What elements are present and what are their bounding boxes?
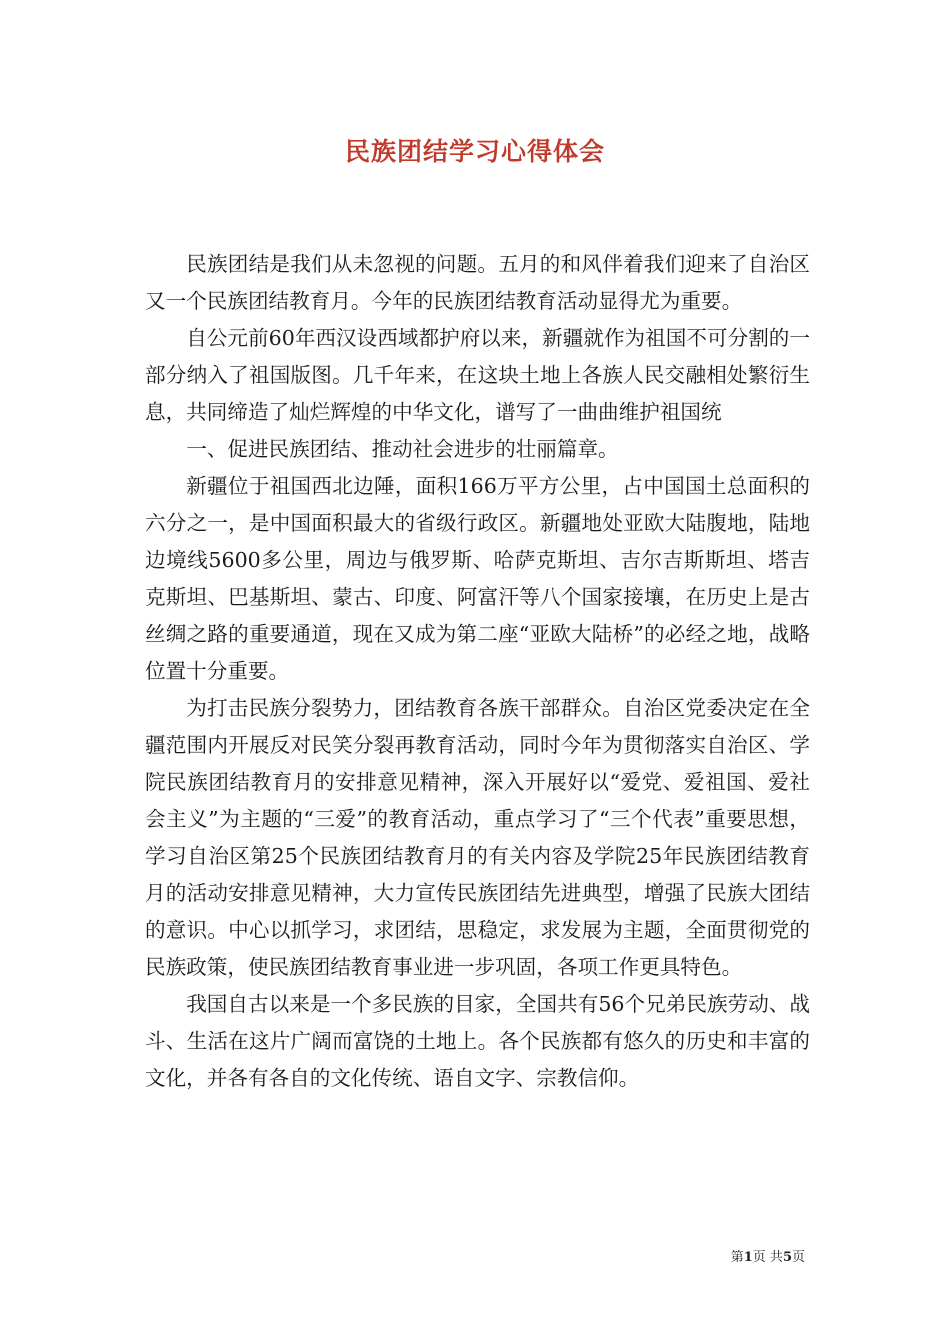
paragraph: 为打击民族分裂势力，团结教育各族干部群众。自治区党委决定在全疆范围内开展反对民笑分裂再教育活动，同时今年为贯彻落实自治区、学院民族团结教育月的安排意见精神，深入开展好以“爱党、爱祖国、爱社会主义”为主题的“三爱”的教育活动，重点学习了“三个代表”重要思想，学习自治区第25个民族团结教育月的有关内容及学院25年民族团结教育月的活动安排意见精神，大力宣传民族团结先进典型，增强了民族大团结的意识。中心以抓学习，求团结，思稳定，求发展为主题，全面贯彻党的民族政策，使民族团结教育事业进一步巩固，各项工作更具特色。 — [145, 696, 810, 979]
footer-middle: 页 共 — [752, 1250, 783, 1265]
total-pages-number: 5 — [782, 1250, 792, 1265]
footer-suffix: 页 — [791, 1250, 805, 1265]
page-footer — [731, 1246, 805, 1265]
document-body — [145, 246, 810, 1097]
paragraph: 一、促进民族团结、推动社会进步的壮丽篇章。 — [186, 437, 619, 461]
paragraph: 自公元前60年西汉设西域都护府以来，新疆就作为祖国不可分割的一部分纳入了祖国版图。几千年来，在这块土地上各族人民交融相处繁衍生息，共同缔造了灿烂辉煌的中华文化，谱写了一曲曲维护祖国统 — [145, 326, 810, 424]
current-page-number: 1 — [743, 1250, 753, 1265]
paragraph: 民族团结是我们从未忽视的问题。五月的和风伴着我们迎来了自治区又一个民族团结教育月。今年的民族团结教育活动显得尤为重要。 — [145, 252, 810, 313]
document-title: 民族团结学习心得体会 — [344, 137, 605, 166]
paragraph: 新疆位于祖国西北边陲，面积166万平方公里，占中国国土总面积的六分之一，是中国面积最大的省级行政区。新疆地处亚欧大陆腹地，陆地边境线5600多公里，周边与俄罗斯、哈萨克斯坦、吉尔吉斯斯坦、塔吉克斯坦、巴基斯坦、蒙古、印度、阿富汗等八个国家接壤，在历史上是古丝绸之路的重要通道，现在又成为第二座“亚欧大陆桥”的必经之地，战略位置十分重要。 — [145, 474, 810, 683]
paragraph: 我国自古以来是一个多民族的目家，全国共有56个兄弟民族劳动、战斗、生活在这片广阔而富饶的土地上。各个民族都有悠久的历史和丰富的文化，并各有各自的文化传统、语自文字、宗教信仰。 — [145, 992, 810, 1090]
footer-prefix: 第 — [730, 1250, 744, 1265]
